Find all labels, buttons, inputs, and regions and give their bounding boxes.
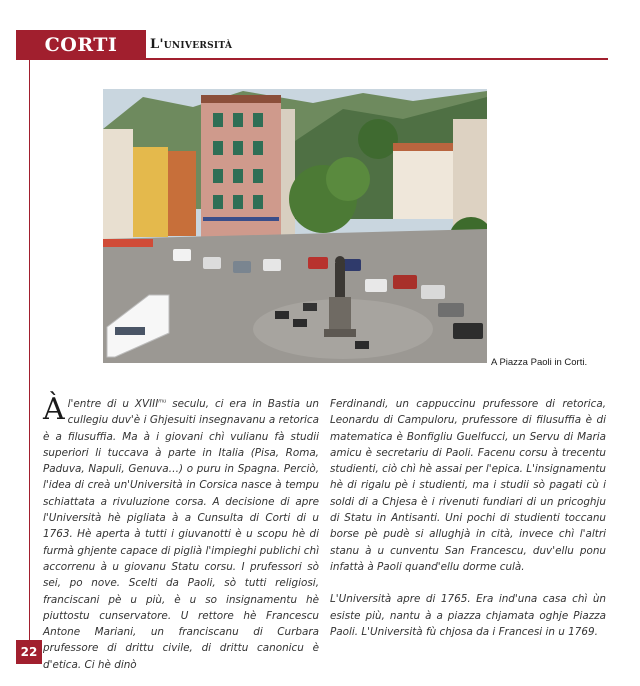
paragraph-rest: seculu, ci era in Bastia un cullegiu duv'è i Ghjesuiti insegnavanu a retorica è a filusuffia. Ma à i giovani chì vulianu fà studii superiori li tuccava à parte in Italia (Pisa, Roma, Paduva, Napuli, Genuva…) o puru in Spagna. Perciò, l'idea di creà un'Università in Corsica nasce à tempu schiattata a rivuluzione corsa. A decisione di apre l'Università hè pigliata à a Cunsulta di Corti di u 1763. Hè aperta à tutti i giuvanotti è u scopu hè di furmà ghjente capace di piglià l'impieghi publichi chì accorrenu à u giovanu Statu corsu. I prufessori sò sei, po nove. Scelti da Paoli, sò tutti religiosi, franciscani pè u più, è u so insignamentu hè piuttostu cunservatore. U rettore hè Francescu Antone Mariani, un franciscanu di Curbara prufessore di drittu civile, di drittu canonicu è d'etica. Ci hè dinò [43,398,319,671]
header-rule [146,58,608,60]
piazza-paoli-photo [103,89,487,363]
body-paragraph [43,392,319,673]
page-number: 22 [16,640,42,664]
body-column-right [330,396,606,640]
body-paragraph: Ferdinandi, un cappuccinu prufessore di retorica, Leonardu di Campuloru, prufessore di filusuffia è di matematica è Bonfigliu Guelfucci, un Servu di Maria amicu è secretariu di Paoli. Facenu corsu à trecentu studienti, ciò chì hè assai per l'epica. L'insignamentu hè di rigalu pè i studienti, ma i studii sò pagati cù i soldi di a Chjesa è i rivenuti fundiari di un pricoghju di Statu in Antisanti. Uni pochi di studienti toccanu borse pè pudè si allughjà in cità, invece chì l'altri stanu à u cunventu San Francescu, duv'ellu ponu infattà à Paoli quand'ellu dorme culà. [330,398,606,573]
section-title: L'università [150,37,233,52]
margin-rule [29,34,30,664]
chapter-title: CORTI [16,30,146,60]
body-paragraph: L'Università apre di 1765. Era ind'una casa chì ùn esiste più, nantu à a piazza chjamata oghje Piazza Paoli. L'Università fù chjosa da i Francesi in u 1769. [330,593,606,638]
photo-caption: A Piazza Paoli in Corti. [491,357,588,368]
body-column-left [43,392,319,673]
paragraph-start: l'entre di u XVIII [67,398,159,410]
drop-cap: À [43,392,65,427]
ordinal-suffix: mu [158,398,167,405]
